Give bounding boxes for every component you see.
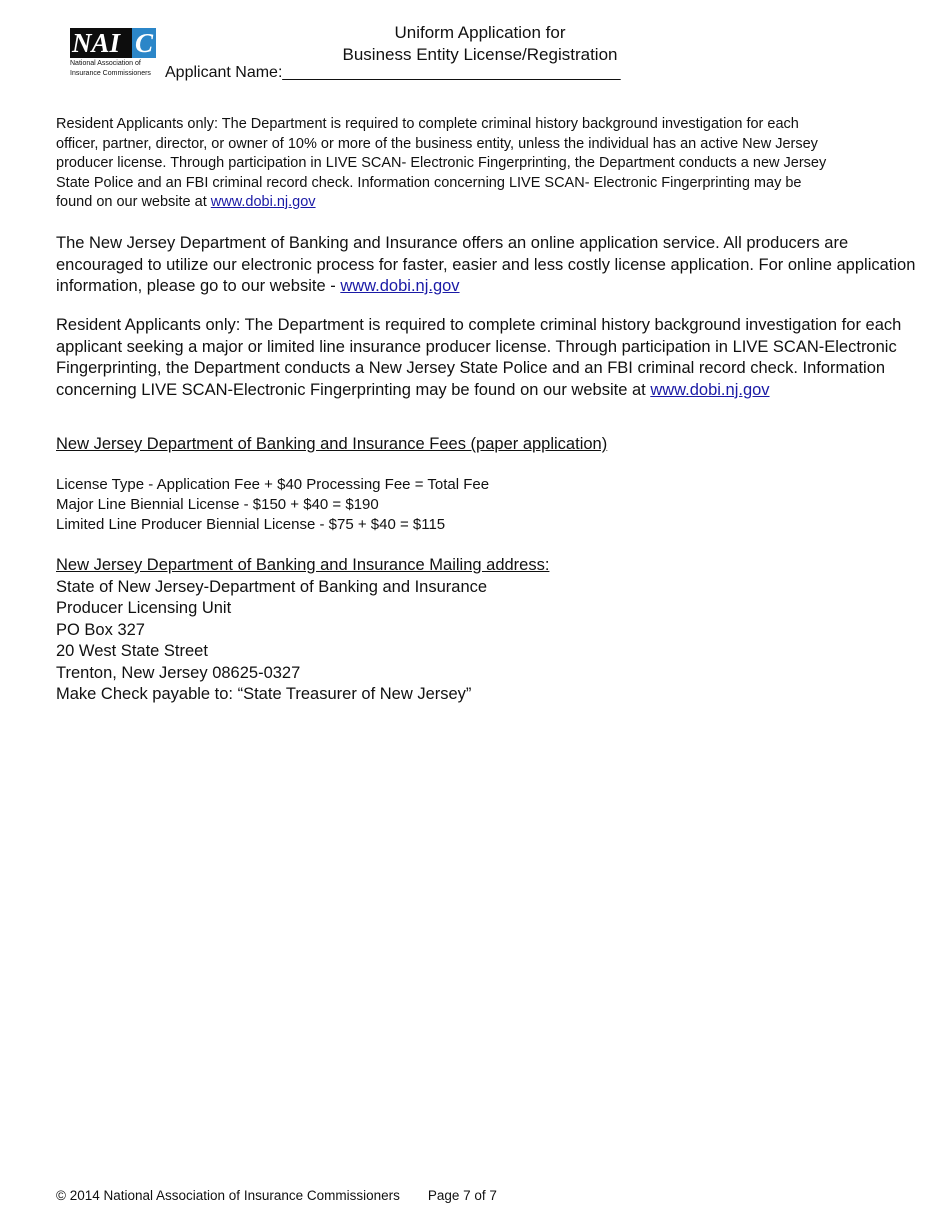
- fee-line: Major Line Biennial License - $150 + $40 = $190: [56, 496, 379, 513]
- logo-subtitle-line1: National Association of: [70, 60, 141, 67]
- applicant-name-blank[interactable]: ______________________________________: [282, 64, 621, 81]
- fee-line: Limited Line Producer Biennial License - $75 + $40 = $115: [56, 516, 446, 533]
- online-application-paragraph: [56, 233, 916, 298]
- fees-heading: New Jersey Department of Banking and Insurance Fees (paper application): [56, 435, 608, 453]
- resident-applicants-paragraph-2: [56, 315, 916, 401]
- page-footer: [56, 1188, 497, 1203]
- form-title: [300, 22, 660, 66]
- address-line: Trenton, New Jersey 08625-0327: [56, 663, 301, 682]
- fee-line: License Type - Application Fee + $40 Processing Fee = Total Fee: [56, 476, 490, 493]
- page-number: Page 7 of 7: [427, 1188, 497, 1203]
- resident-applicants-paragraph-1: [56, 115, 836, 213]
- footer-copyright: © 2014 National Association of Insurance Commissioners: [56, 1188, 400, 1203]
- address-line: PO Box 327: [56, 620, 145, 639]
- form-title-line2: Business Entity License/Registration: [342, 45, 618, 64]
- paragraph-text: The New Jersey Department of Banking and Insurance offers an online application service. All producers are encouraged to utilize our electronic process for faster, easier and less costly license application. For online application information, please go to our website -: [56, 234, 916, 295]
- applicant-name-field: [165, 64, 621, 82]
- fees-list: [56, 475, 489, 535]
- dobi-website-link[interactable]: www.dobi.nj.gov: [340, 277, 460, 295]
- dobi-website-link[interactable]: www.dobi.nj.gov: [210, 194, 316, 210]
- dobi-website-link[interactable]: www.dobi.nj.gov: [650, 380, 770, 399]
- paragraph-text: Resident Applicants only: The Department is required to complete criminal history background investigation for each applicant seeking a major or limited line insurance producer license. Through participation in LIVE SCAN-Electronic Fingerprinting, the Department conducts a New Jersey State Police and an FBI criminal record check. Information concerning LIVE SCAN-Electronic Fingerprinting may be found on our website at: [56, 316, 902, 399]
- mailing-address-heading: New Jersey Department of Banking and Insurance Mailing address:: [56, 556, 550, 574]
- logo-mark-accent: C: [132, 28, 156, 58]
- check-payable-line: Make Check payable to: “State Treasurer of New Jersey”: [56, 685, 472, 704]
- form-title-line1: Uniform Application for: [394, 23, 566, 42]
- applicant-name-label: Applicant Name:: [165, 64, 283, 81]
- logo-subtitle-line2: Insurance Commissioners: [70, 70, 151, 77]
- naic-logo: [70, 28, 156, 78]
- logo-mark: NAI: [70, 28, 132, 58]
- paragraph-text: Resident Applicants only: The Department is required to complete criminal history background investigation for each officer, partner, director, or owner of 10% or more of the business entity, unless the individual has an active New Jersey producer license. Through participation in LIVE SCAN- Electronic Fingerprinting, the Department conducts a new Jersey State Police and an FBI criminal record check. Information concerning LIVE SCAN- Electronic Fingerprinting may be found on our website at: [56, 116, 827, 210]
- address-line: 20 West State Street: [56, 642, 208, 661]
- address-line: Producer Licensing Unit: [56, 599, 232, 618]
- mailing-address: [56, 577, 487, 705]
- address-line: State of New Jersey-Department of Banking and Insurance: [56, 578, 488, 596]
